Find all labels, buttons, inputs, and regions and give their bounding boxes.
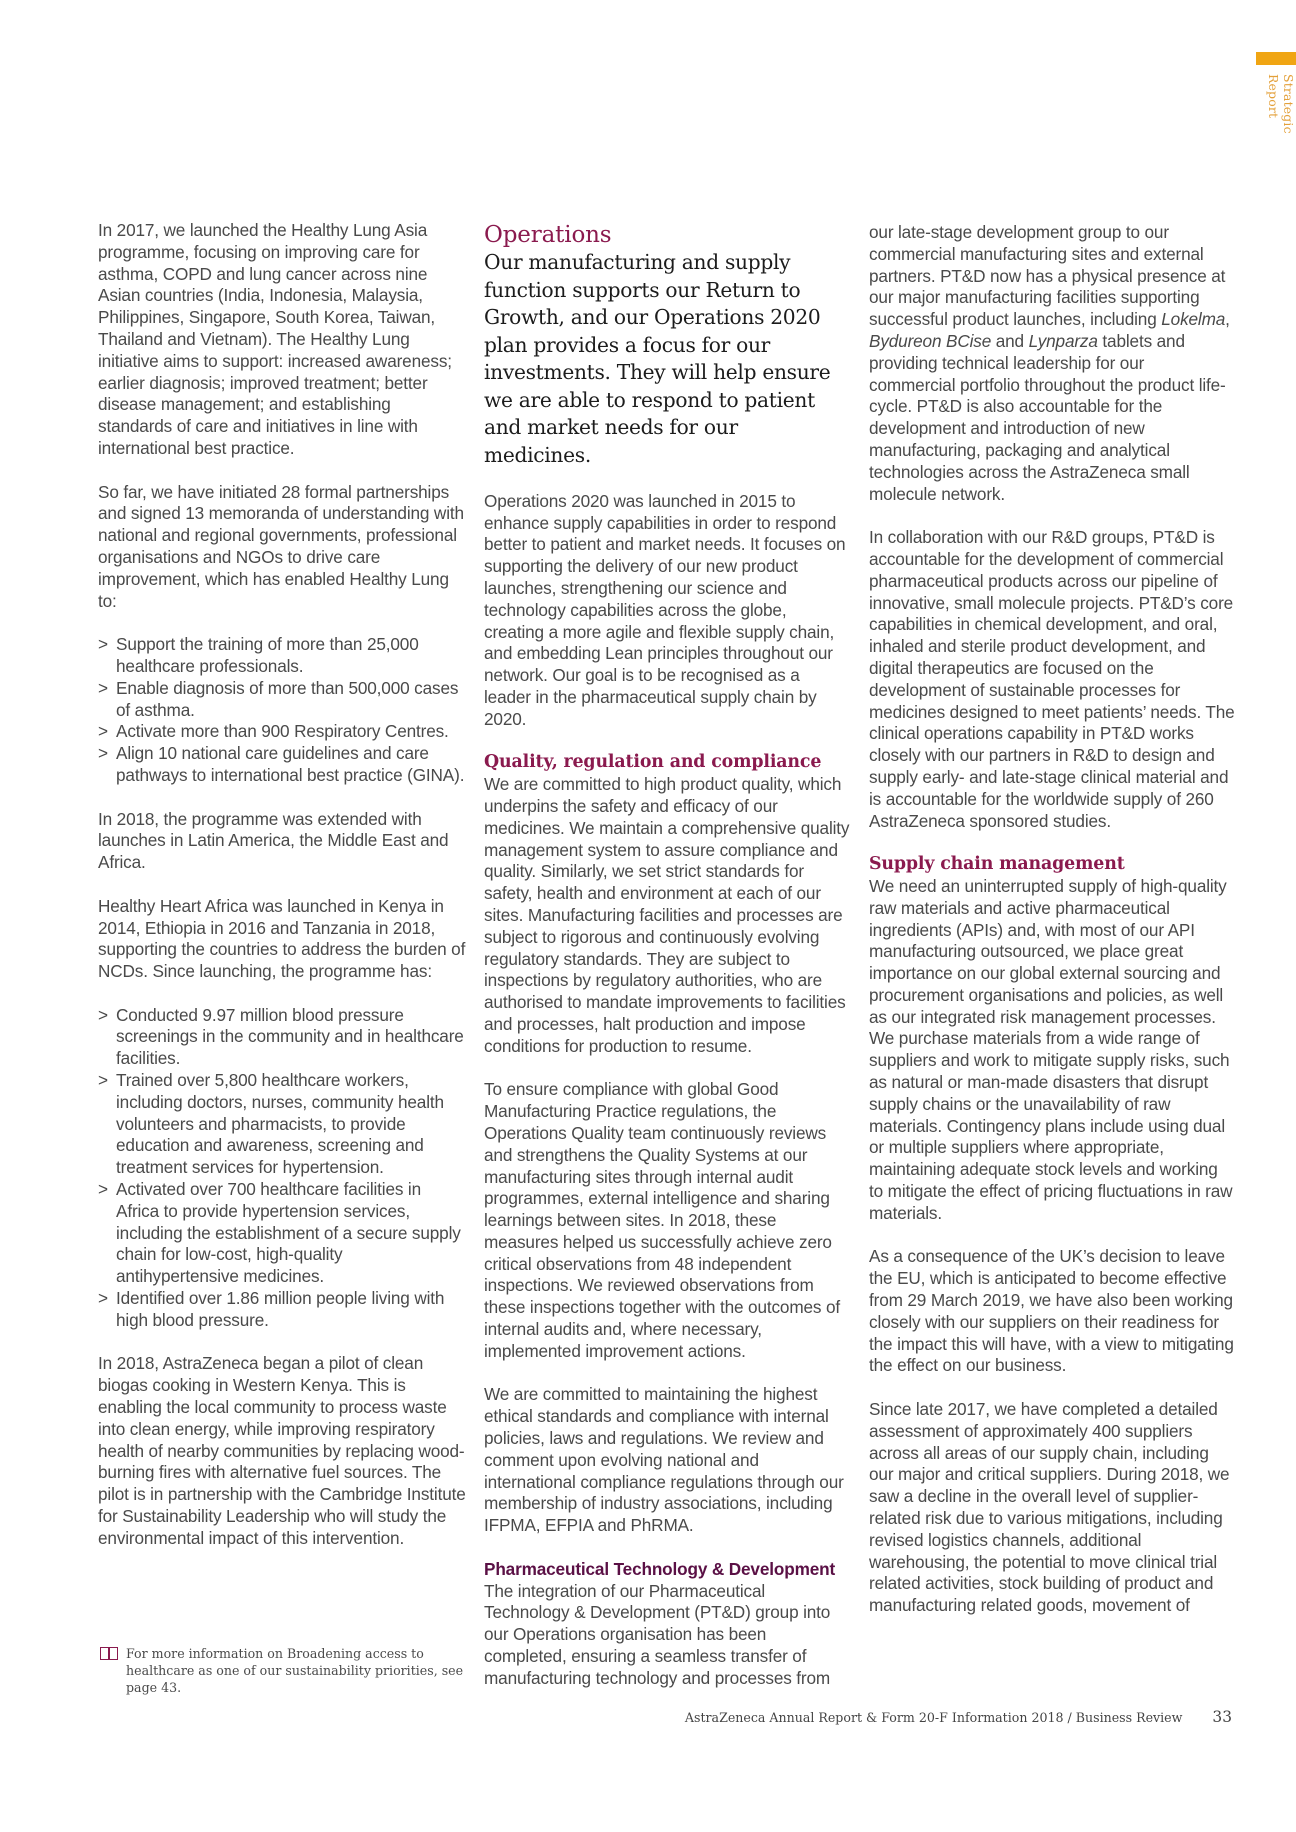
paragraph: We are committed to maintaining the highest ethical standards and compliance with internal policies, laws and regulations. We review and comment upon evolving national and international compliance regulations through our membership of industry associations, including IFPMA, EFPIA and PhRMA. bbox=[484, 1384, 844, 1536]
section-label: Operations bbox=[484, 222, 612, 248]
subheading-quality: Quality, regulation and compliance bbox=[484, 752, 822, 773]
text-run: tablets and providing technical leadership for our commercial portfolio throughout the product life-cycle. PT&D is also accountable for the development and introduction of new manufacturing, packaging and analytical technologies across the AstraZeneca small molecule network. bbox=[869, 330, 1226, 504]
product-name: Bydureon BCise bbox=[869, 330, 992, 351]
text-run: , bbox=[1225, 309, 1230, 330]
paragraph: As a consequence of the UK’s decision to leave the EU, which is anticipated to become effective from 29 March 2019, we have also been working closely with our suppliers on their readiness for the impact this will have, with a view to mitigating the effect on our business. bbox=[869, 1246, 1234, 1376]
list-item: > Activated over 700 healthcare facilities in Africa to provide hypertension services, including the establishment of a secure supply chain for low-cost, high-quality antihypertensive medicines. bbox=[98, 1179, 466, 1288]
list-item: > Align 10 national care guidelines and care pathways to international best practice (GINA). bbox=[98, 743, 466, 787]
sidebar-label: Strategic Report bbox=[1266, 74, 1296, 134]
column-left bbox=[98, 220, 466, 1571]
sidebar-accent-bar bbox=[1256, 52, 1296, 65]
page-footer bbox=[685, 1708, 1232, 1726]
column-right bbox=[869, 222, 1235, 1639]
product-name: Lynparza bbox=[1028, 330, 1098, 351]
list-item: > Identified over 1.86 million people living with high blood pressure. bbox=[98, 1288, 466, 1332]
list-item: > Support the training of more than 25,000 healthcare professionals. bbox=[98, 634, 466, 678]
paragraph: To ensure compliance with global Good Manufacturing Practice regulations, the Operations Quality team continuously reviews and strengthens the Quality Systems at our manufacturing sites through internal audit programmes, external intelligence and sharing learnings between sites. In 2018, these measures helped us successfully achieve zero critical observations from 48 independent inspections. We reviewed observations from these inspections together with the outcomes of internal audits and, where necessary, implemented improvement actions. bbox=[484, 1079, 841, 1361]
subheading-ptd: Pharmaceutical Technology & Development bbox=[484, 1558, 836, 1579]
sidebar-tab bbox=[1256, 52, 1296, 182]
paragraph: So far, we have initiated 28 formal partnerships and signed 13 memoranda of understanding with national and regional governments, professional organisations and NGOs to drive care improvement, which has enabled Healthy Lung to: bbox=[98, 481, 464, 611]
paragraph: In 2018, the programme was extended with launches in Latin America, the Middle East and Africa. bbox=[98, 808, 449, 873]
bullet-list bbox=[98, 634, 466, 787]
footer-title: AstraZeneca Annual Report & Form 20-F Information 2018 / Business Review bbox=[684, 1710, 1183, 1725]
paragraph: Healthy Heart Africa was launched in Kenya in 2014, Ethiopia in 2016 and Tanzania in 2018, supporting the countries to address the burden of NCDs. Since launching, the programme has: bbox=[98, 895, 466, 982]
bullet-list bbox=[98, 1005, 466, 1332]
list-item: > Activate more than 900 Respiratory Centres. bbox=[98, 721, 466, 743]
paragraph: In collaboration with our R&D groups, PT&D is accountable for the development of commercial pharmaceutical products across our pipeline of innovative, small molecule projects. PT&D’s core capabilities in chemical development, and oral, inhaled and sterile product development, and digital therapeutics are focused on the development of sustainable processes for medicines designed to meet patients’ needs. The clinical operations capability in PT&D works closely with our partners in R&D to design and supply early- and late-stage clinical material and is accountable for the worldwide supply of 260 AstraZeneca sponsored studies. bbox=[869, 527, 1235, 831]
page-number: 33 bbox=[1212, 1708, 1232, 1726]
paragraph: Since late 2017, we have completed a detailed assessment of approximately 400 suppliers across all areas of our supply chain, including our major and critical suppliers. During 2018, we saw a decline in the overall level of supplier-related risk due to various mitigations, including revised logistics channels, additional warehousing, the potential to move clinical trial related activities, stock building of product and manufacturing related goods, movement of bbox=[869, 1399, 1230, 1616]
subheading-supply-chain: Supply chain management bbox=[869, 854, 1125, 875]
list-item: > Conducted 9.97 million blood pressure screenings in the community and in healthcare facilities. bbox=[98, 1005, 466, 1070]
paragraph: In 2017, we launched the Healthy Lung Asia programme, focusing on improving care for asthma, COPD and lung cancer across nine Asian countries (India, Indonesia, Malaysia, Philippines, Singapore, South Korea, Taiwan, Thailand and Vietnam). The Healthy Lung initiative aims to support: increased awareness; earlier diagnosis; improved treatment; better disease management; and establishing standards of care and initiatives in line with international best practice. bbox=[98, 220, 452, 458]
paragraph: We are committed to high product quality, which underpins the safety and efficacy of our medicines. We maintain a comprehensive quality management system to assure compliance and quality. Similarly, we set strict standards for safety, health and environment at each of our sites. Manufacturing facilities and processes are subject to rigorous and continuously evolving regulatory standards. They are subject to inspections by regulatory authorities, who are authorised to mandate improvements to facilities and processes, halt production and impose conditions for production to resume. bbox=[484, 774, 850, 1056]
list-item: > Trained over 5,800 healthcare workers, including doctors, nurses, community health volunteers and pharmacists, to provide education and awareness, screening and treatment services for hypertension. bbox=[98, 1070, 466, 1179]
paragraph: We need an uninterrupted supply of high-quality raw materials and active pharmaceutical ingredients (APIs) and, with most of our API manufacturing outsourced, we place great importance on our global external sourcing and procurement organisations and policies, as well as our integrated risk management processes. We purchase materials from a wide range of suppliers and work to mitigate supply risks, such as natural or man-made disasters that disrupt supply chains or the unavailability of raw materials. Contingency plans include using dual or multiple suppliers where appropriate, maintaining adequate stock levels and working to mitigate the effect of pricing fluctuations in raw materials. bbox=[869, 875, 1233, 1223]
paragraph: Operations 2020 was launched in 2015 to enhance supply capabilities in order to respond better to patient and market needs. It focuses on supporting the delivery of our new product launches, strengthening our science and technology capabilities across the globe, creating a more agile and flexible supply chain, and embedding Lean principles throughout our network. Our goal is to be recognised as a leader in the pharmaceutical supply chain by 2020. bbox=[484, 490, 846, 729]
paragraph: In 2018, AstraZeneca began a pilot of clean biogas cooking in Western Kenya. This is enabling the local community to process waste into clean energy, while improving respiratory health of nearby communities by replacing wood-burning fires with alternative fuel sources. The pilot is in partnership with the Cambridge Institute for Sustainability Leadership who will study the environmental impact of this intervention. bbox=[98, 1353, 466, 1548]
list-item: > Enable diagnosis of more than 500,000 cases of asthma. bbox=[98, 678, 466, 722]
paragraph bbox=[869, 222, 1235, 505]
book-icon bbox=[100, 1647, 118, 1660]
note-text: For more information on Broadening access to healthcare as one of our sustainability priorities, see page 43. bbox=[126, 1646, 464, 1695]
paragraph: The integration of our Pharmaceutical Technology & Development (PT&D) group into our Operations organisation has been completed, ensuring a seamless transfer of manufacturing technology and processes from bbox=[484, 1580, 831, 1688]
column-middle bbox=[484, 220, 850, 1711]
text-run: our late-stage development group to our commercial manufacturing sites and external partners. PT&D now has a physical presence at our major manufacturing facilities supporting successful product launches, including bbox=[869, 222, 1226, 330]
text-run: and bbox=[991, 330, 1029, 351]
intro-statement: Our manufacturing and supply function supports our Return to Growth, and our Operations 2020 plan provides a focus for our investments. They will help ensure we are able to respond to patient and market needs for our medicines. bbox=[484, 250, 831, 467]
product-name: Lokelma bbox=[1161, 309, 1226, 330]
cross-reference-note bbox=[100, 1645, 468, 1696]
